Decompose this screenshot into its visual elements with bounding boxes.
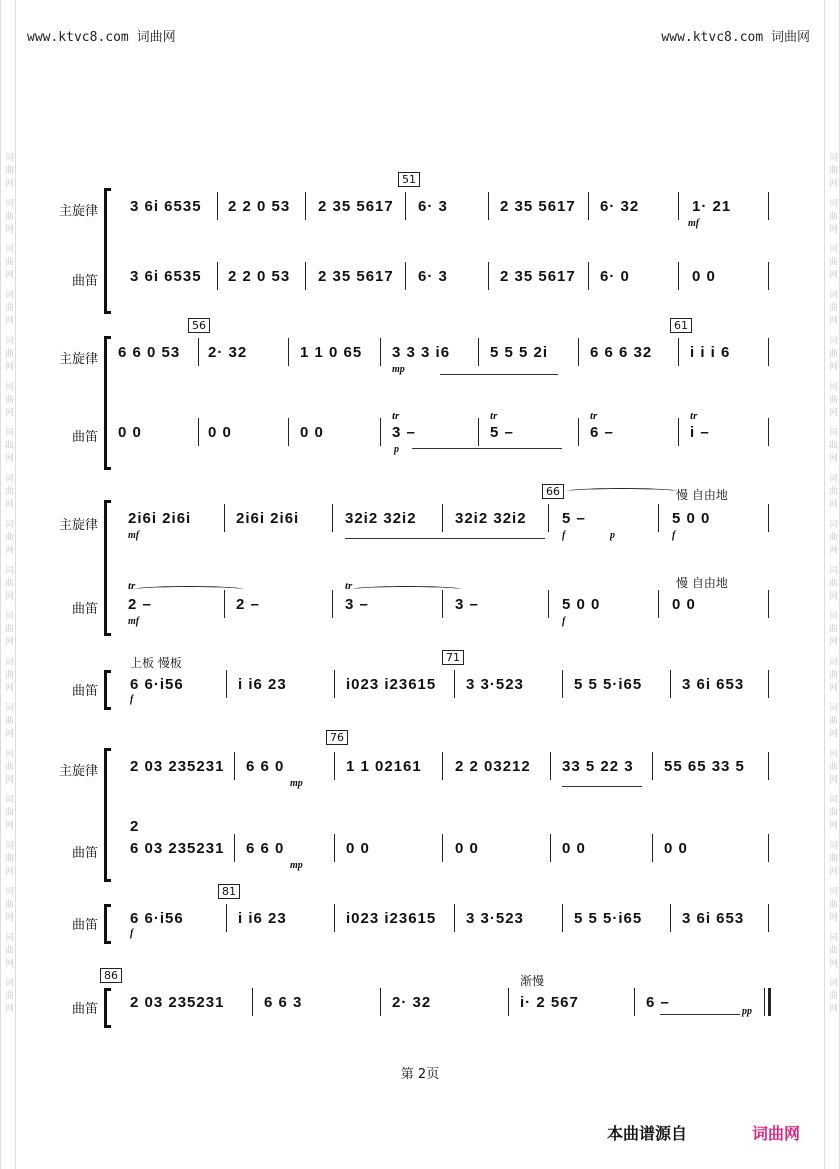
measure: 32i2 32i2 xyxy=(455,510,527,527)
left-watermark-strip: 词曲网 词曲网 词曲网 词曲网 词曲网 词曲网 词曲网 词曲网 词曲网 词曲网 词曲网 词曲网 词曲网 词曲网 词曲网 词曲网 词曲网 词曲网 词曲网 xyxy=(0,0,16,1169)
right-watermark-strip: 词曲网 词曲网 词曲网 词曲网 词曲网 词曲网 词曲网 词曲网 词曲网 词曲网 词曲网 词曲网 词曲网 词曲网 词曲网 词曲网 词曲网 词曲网 词曲网 xyxy=(824,0,840,1169)
barline xyxy=(508,988,509,1016)
system-brace xyxy=(104,748,111,882)
measure: 3 6i 6535 xyxy=(130,268,202,285)
measure: 5 5 5 2i xyxy=(490,344,549,361)
measure: i023 i23615 xyxy=(346,676,437,693)
barline xyxy=(562,904,563,932)
hairpin xyxy=(562,786,642,787)
measure: i· 2 567 xyxy=(520,994,579,1011)
barline xyxy=(442,590,443,618)
barline xyxy=(588,262,589,290)
barline xyxy=(288,338,289,366)
barline xyxy=(234,834,235,862)
measure: 2· 32 xyxy=(208,344,248,361)
measure: 0 0 xyxy=(672,596,696,613)
system-brace xyxy=(104,670,111,710)
measure: 2· 32 xyxy=(392,994,432,1011)
instrument-label-flute: 曲笛 xyxy=(71,918,98,933)
tie-arc xyxy=(566,488,678,495)
chord-top-note: 2 xyxy=(130,818,140,835)
barline xyxy=(217,262,218,290)
measure: 6 6 0 xyxy=(246,758,285,775)
barline xyxy=(334,752,335,780)
measure: 2 2 0 53 xyxy=(228,198,291,215)
system-brace xyxy=(104,988,111,1028)
measure-number: 56 xyxy=(188,318,210,333)
measure: 33 5 22 3 xyxy=(562,758,634,775)
instrument-label-flute: 曲笛 xyxy=(71,1002,98,1017)
barline xyxy=(652,752,653,780)
measure: 6 6 0 xyxy=(246,840,285,857)
barline xyxy=(405,192,406,220)
measure: 6 6·i56 xyxy=(130,676,184,693)
measure: 2 03 235231 xyxy=(130,994,225,1011)
dynamic-mark: f xyxy=(672,530,676,541)
barline xyxy=(562,670,563,698)
barline xyxy=(442,504,443,532)
dynamic-mark: mp xyxy=(290,860,303,871)
barline xyxy=(234,752,235,780)
measure: 0 0 xyxy=(664,840,688,857)
barline xyxy=(768,262,769,290)
measure-number: 71 xyxy=(442,650,464,665)
barline xyxy=(334,834,335,862)
measure: 0 0 xyxy=(455,840,479,857)
measure: 1 1 02161 xyxy=(346,758,422,775)
barline xyxy=(550,834,551,862)
barline xyxy=(652,834,653,862)
measure: 2 – xyxy=(128,596,152,613)
measure: 3 3·523 xyxy=(466,676,524,693)
barline xyxy=(305,262,306,290)
barline xyxy=(658,590,659,618)
barline xyxy=(380,988,381,1016)
barline xyxy=(332,590,333,618)
measure: 6· 0 xyxy=(600,268,630,285)
header-site-left[interactable]: www.ktvc8.com 词曲网 xyxy=(27,30,176,45)
measure: 5 5 5·i65 xyxy=(574,910,643,927)
barline xyxy=(252,988,253,1016)
barline xyxy=(678,192,679,220)
measure: 5 0 0 xyxy=(562,596,601,613)
barline xyxy=(454,670,455,698)
barline xyxy=(678,262,679,290)
measure: 5 – xyxy=(562,510,586,527)
measure: 0 0 xyxy=(562,840,586,857)
measure: 55 65 33 5 xyxy=(664,758,745,775)
barline xyxy=(380,418,381,446)
tie-arc xyxy=(352,586,462,593)
measure-number: 61 xyxy=(670,318,692,333)
instrument-label-melody: 主旋律 xyxy=(58,352,98,367)
measure: 6· 32 xyxy=(600,198,640,215)
barline xyxy=(548,504,549,532)
diminuendo-hairpin xyxy=(660,1014,740,1015)
barline xyxy=(578,338,579,366)
dynamic-mark: mp xyxy=(392,364,405,375)
measure: 0 0 xyxy=(118,424,142,441)
barline xyxy=(288,418,289,446)
measure: 2 35 5617 xyxy=(500,198,576,215)
measure: 1· 21 xyxy=(692,198,732,215)
barline xyxy=(768,192,769,220)
system-brace xyxy=(104,188,111,314)
trill-mark: tr xyxy=(490,410,498,422)
system-brace xyxy=(104,500,111,636)
barline xyxy=(198,338,199,366)
barline xyxy=(226,670,227,698)
measure: i i6 23 xyxy=(238,910,287,927)
source-label: 本曲谱源自 xyxy=(607,1124,688,1143)
barline xyxy=(488,192,489,220)
measure: 3 – xyxy=(455,596,479,613)
system-brace xyxy=(104,904,111,944)
barline xyxy=(670,904,671,932)
barline xyxy=(332,504,333,532)
final-barline-thin xyxy=(764,988,765,1016)
measure: 6 6·i56 xyxy=(130,910,184,927)
trill-mark: tr xyxy=(690,410,698,422)
barline xyxy=(488,262,489,290)
barline xyxy=(768,904,769,932)
measure: 6 – xyxy=(590,424,614,441)
measure: 3 6i 653 xyxy=(682,676,745,693)
trill-mark: tr xyxy=(392,410,400,422)
measure: 6 6 0 53 xyxy=(118,344,181,361)
tie-arc xyxy=(134,586,244,593)
dynamic-mark: mf xyxy=(128,530,140,541)
measure: 3 – xyxy=(392,424,416,441)
measure-number: 81 xyxy=(218,884,240,899)
measure: 3 – xyxy=(345,596,369,613)
crescendo-hairpin xyxy=(412,448,562,449)
tempo-marking: 渐慢 xyxy=(520,974,545,988)
tempo-marking: 上板 慢板 xyxy=(130,656,182,670)
barline xyxy=(380,338,381,366)
measure: 2 2 03212 xyxy=(455,758,531,775)
barline xyxy=(678,418,679,446)
dynamic-mark: mf xyxy=(688,218,700,229)
measure: 2 35 5617 xyxy=(500,268,576,285)
barline xyxy=(588,192,589,220)
dynamic-mark: mp xyxy=(290,778,303,789)
measure: 5 5 5·i65 xyxy=(574,676,643,693)
measure: 0 0 xyxy=(692,268,716,285)
instrument-label-melody: 主旋律 xyxy=(58,204,98,219)
measure: 6 – xyxy=(646,994,670,1011)
measure-number: 66 xyxy=(542,484,564,499)
barline xyxy=(224,504,225,532)
barline xyxy=(405,262,406,290)
measure: 6 6 6 32 xyxy=(590,344,653,361)
source-site-link[interactable]: 词曲网 xyxy=(752,1124,801,1143)
page-number: 第 2页 xyxy=(400,1067,440,1082)
measure: 2 – xyxy=(236,596,260,613)
measure: 2 03 235231 xyxy=(130,758,225,775)
measure: i i i 6 xyxy=(690,344,731,361)
final-barline-thick xyxy=(768,988,771,1016)
tempo-marking: 慢 自由地 xyxy=(676,488,728,502)
barline xyxy=(768,338,769,366)
barline xyxy=(217,192,218,220)
barline xyxy=(334,670,335,698)
measure-number: 76 xyxy=(326,730,348,745)
measure: 32i2 32i2 xyxy=(345,510,417,527)
barline xyxy=(768,670,769,698)
measure: 2 35 5617 xyxy=(318,198,394,215)
measure: i i6 23 xyxy=(238,676,287,693)
barline xyxy=(454,904,455,932)
measure: 2i6i 2i6i xyxy=(128,510,192,527)
instrument-label-flute: 曲笛 xyxy=(71,846,98,861)
instrument-label-melody: 主旋律 xyxy=(58,764,98,779)
barline xyxy=(548,590,549,618)
barline xyxy=(578,418,579,446)
barline xyxy=(224,590,225,618)
measure: 2 35 5617 xyxy=(318,268,394,285)
measure: 2i6i 2i6i xyxy=(236,510,300,527)
instrument-label-flute: 曲笛 xyxy=(71,274,98,289)
barline xyxy=(634,988,635,1016)
barline xyxy=(550,752,551,780)
measure: 3 3·523 xyxy=(466,910,524,927)
measure: 6· 3 xyxy=(418,268,448,285)
measure: 2 2 0 53 xyxy=(228,268,291,285)
measure-number: 51 xyxy=(398,172,420,187)
measure: 3 6i 6535 xyxy=(130,198,202,215)
measure: 6 6 3 xyxy=(264,994,303,1011)
barline xyxy=(678,338,679,366)
dynamic-mark: f xyxy=(562,616,566,627)
measure: i – xyxy=(690,424,710,441)
measure: 3 3 3 i6 xyxy=(392,344,451,361)
dynamic-mark: f xyxy=(562,530,566,541)
crescendo-hairpin xyxy=(440,374,558,375)
measure: 0 0 xyxy=(346,840,370,857)
barline xyxy=(226,904,227,932)
dynamic-mark: f xyxy=(130,694,134,705)
barline xyxy=(768,418,769,446)
system-brace xyxy=(104,336,111,470)
measure: 6· 3 xyxy=(418,198,448,215)
tempo-marking: 慢 自由地 xyxy=(676,576,728,590)
barline xyxy=(768,834,769,862)
trill-mark: tr xyxy=(345,580,353,592)
instrument-label-flute: 曲笛 xyxy=(71,684,98,699)
dynamic-mark: p xyxy=(394,444,399,455)
header-site-right[interactable]: www.ktvc8.com 词曲网 xyxy=(661,30,810,45)
dynamic-mark: mf xyxy=(128,616,140,627)
measure: i023 i23615 xyxy=(346,910,437,927)
barline xyxy=(478,418,479,446)
dynamic-mark: f xyxy=(130,928,134,939)
dynamic-mark: pp xyxy=(742,1006,752,1017)
measure: 6 03 235231 xyxy=(130,840,225,857)
barline xyxy=(478,338,479,366)
barline xyxy=(768,504,769,532)
barline xyxy=(670,670,671,698)
measure-number: 86 xyxy=(100,968,122,983)
barline xyxy=(442,752,443,780)
barline xyxy=(442,834,443,862)
measure: 0 0 xyxy=(208,424,232,441)
barline xyxy=(768,752,769,780)
crescendo-hairpin xyxy=(345,538,545,539)
measure: 1 1 0 65 xyxy=(300,344,363,361)
barline xyxy=(198,418,199,446)
trill-mark: tr xyxy=(128,580,136,592)
dynamic-mark: p xyxy=(610,530,615,541)
barline xyxy=(768,590,769,618)
instrument-label-melody: 主旋律 xyxy=(58,518,98,533)
barline xyxy=(658,504,659,532)
instrument-label-flute: 曲笛 xyxy=(71,430,98,445)
instrument-label-flute: 曲笛 xyxy=(71,602,98,617)
measure: 5 – xyxy=(490,424,514,441)
trill-mark: tr xyxy=(590,410,598,422)
barline xyxy=(334,904,335,932)
measure: 5 0 0 xyxy=(672,510,711,527)
barline xyxy=(305,192,306,220)
measure: 0 0 xyxy=(300,424,324,441)
measure: 3 6i 653 xyxy=(682,910,745,927)
